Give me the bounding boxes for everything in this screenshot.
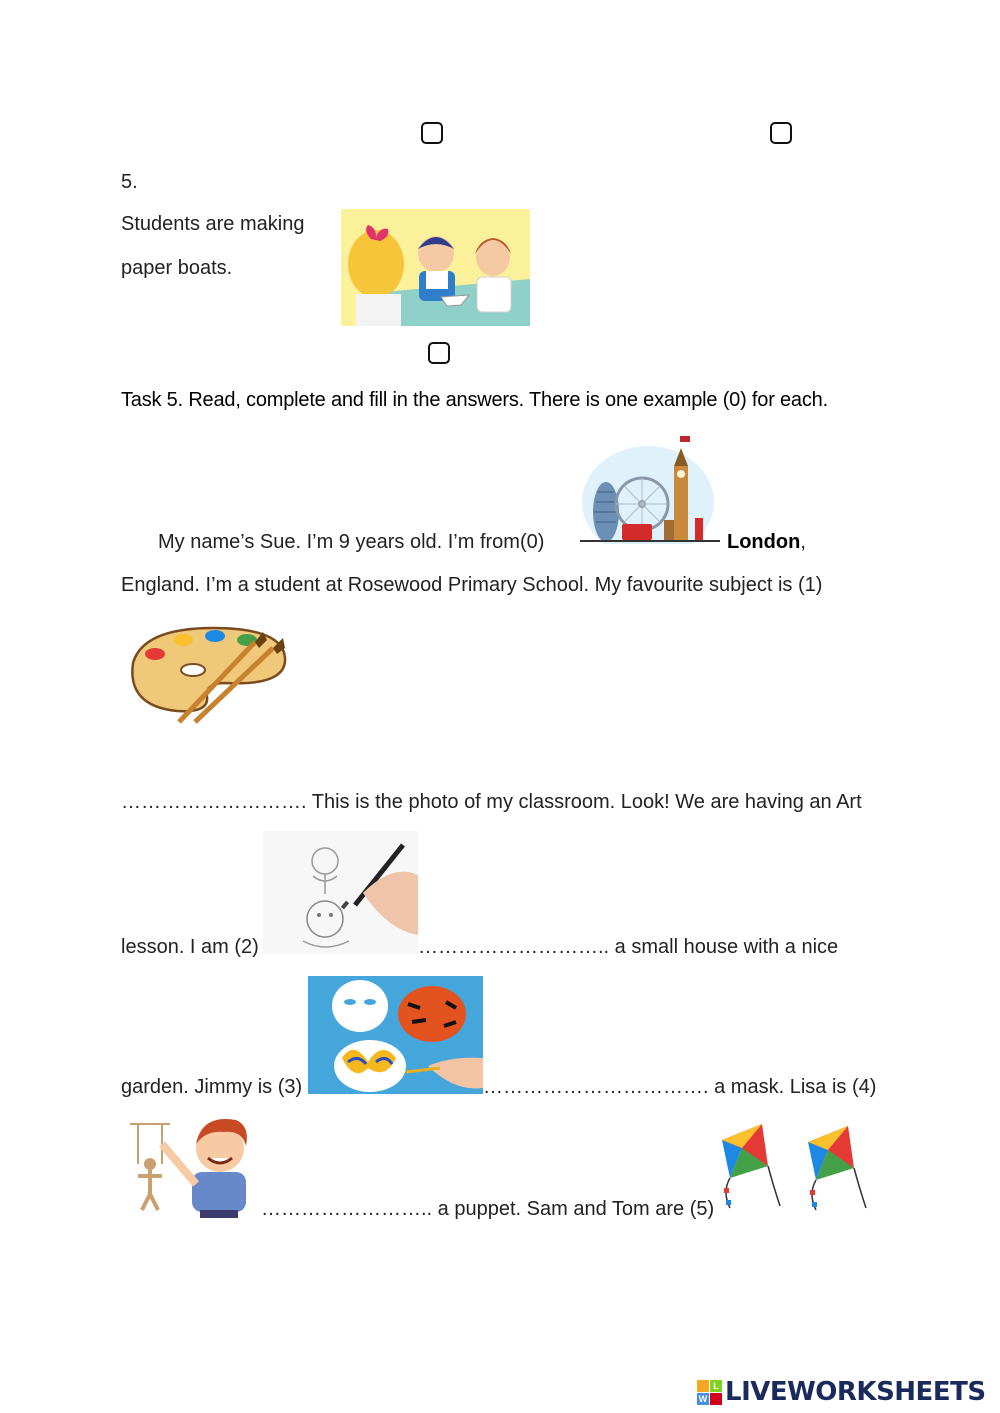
passage-line-1: [158, 530, 544, 554]
passage-intro: My name’s Sue. I’m 9 years old. I’m from(0): [158, 531, 545, 553]
passage-line-4b: [418, 935, 838, 959]
passage-mask: a mask. Lisa is (4): [708, 1076, 877, 1098]
passage-line-4a: lesson. I am (2): [121, 936, 259, 958]
comma: ,: [800, 531, 806, 553]
answer-checkbox-2[interactable]: [770, 122, 792, 144]
liveworksheets-logo: [697, 1377, 986, 1407]
passage-puppet: a puppet. Sam and Tom are (5): [432, 1198, 715, 1220]
passage-house: a small house with a nice: [609, 936, 839, 958]
drawing-image: [263, 831, 418, 954]
passage-classroom: This is the photo of my classroom. Look! We are having an Art: [306, 791, 862, 813]
blank-4[interactable]: ……………………..: [261, 1198, 433, 1220]
task-heading: Task 5. Read, complete and fill in the answers. There is one example (0) for each.: [121, 389, 828, 411]
kite-image-1: [712, 1122, 782, 1214]
question-text-line-2: paper boats.: [121, 257, 233, 279]
logo-tile-l: L: [710, 1380, 722, 1392]
question-text-line-1: Students are making: [121, 213, 305, 235]
blank-1[interactable]: ……………………….: [121, 791, 307, 813]
students-making-boats-image: [341, 209, 530, 326]
logo-tiles-icon: [697, 1380, 722, 1405]
passage-line-6: [261, 1197, 714, 1221]
passage-line-5a: garden. Jimmy is (3): [121, 1076, 303, 1098]
puppet-boy-image: [120, 1114, 260, 1218]
example-answer-london: London: [727, 531, 801, 553]
question-number: 5.: [121, 171, 138, 193]
kite-image-2: [798, 1124, 868, 1214]
answer-checkbox-3[interactable]: [428, 342, 450, 364]
passage-line-5b: [483, 1075, 876, 1099]
logo-tile-w: W: [698, 1393, 708, 1404]
blank-2[interactable]: ………………………..: [418, 936, 610, 958]
london-landmarks-image: [580, 432, 720, 544]
passage-line-3: [121, 790, 862, 814]
logo-text: LIVEWORKSHEETS: [725, 1377, 986, 1407]
passage-line-2: England. I’m a student at Rosewood Primary School. My favourite subject is (1): [121, 574, 823, 596]
answer-checkbox-1[interactable]: [421, 122, 443, 144]
blank-3[interactable]: …………………………….: [483, 1076, 709, 1098]
painting-masks-image: [308, 976, 483, 1094]
example-answer: [727, 530, 806, 554]
art-palette-image: [123, 618, 291, 728]
